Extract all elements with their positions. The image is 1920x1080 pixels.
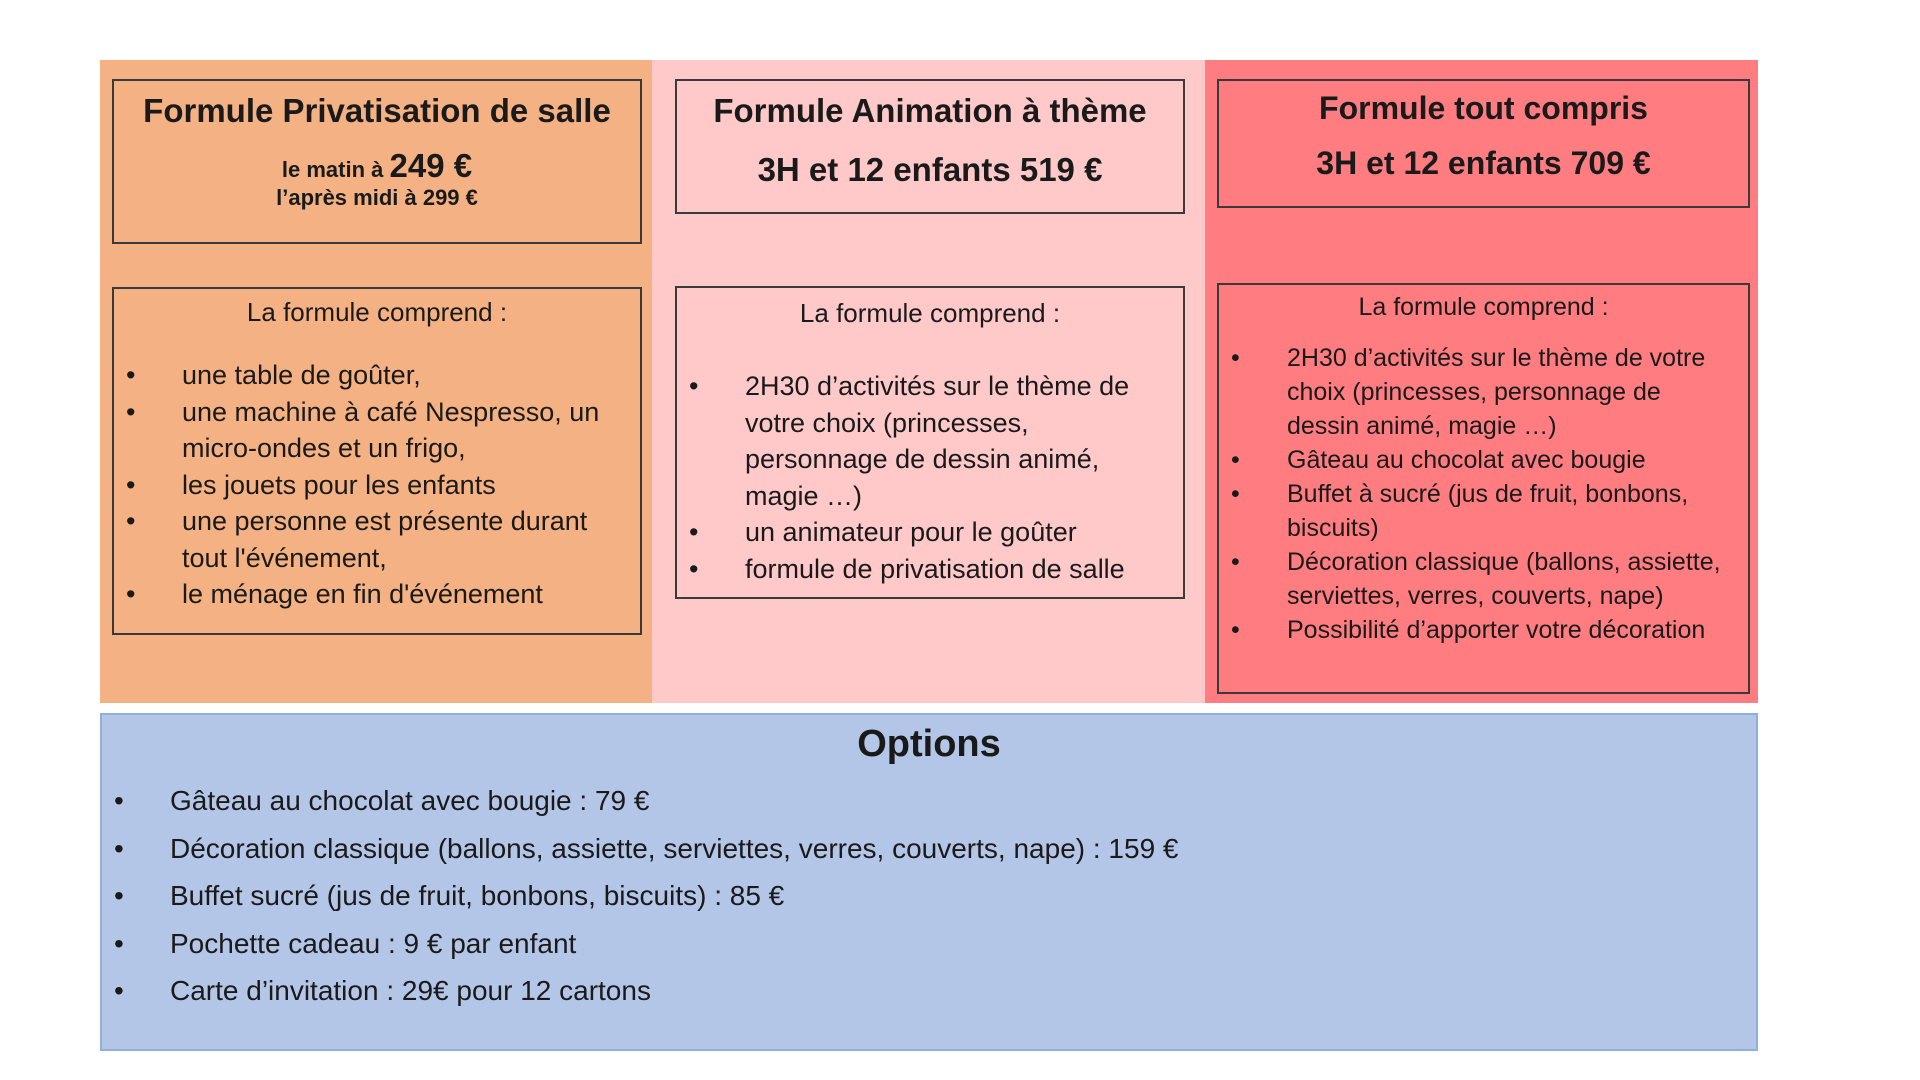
afternoon-price: l’après midi à 299 € [276, 184, 478, 210]
list-item: • une machine à café Nespresso, un micro-ondes et un frigo, [182, 394, 622, 467]
formula-price: 3H et 12 enfants 519 € [757, 150, 1103, 188]
formula-tout-compris-panel [1205, 60, 1758, 703]
options-list [170, 777, 1179, 1015]
list-item: • Possibilité d’apporter votre décoration [1287, 613, 1737, 647]
morning-prefix: le matin à [281, 156, 390, 182]
options-title: Options [857, 723, 1001, 765]
formula-privatisation-header [112, 79, 642, 244]
list-item: • Décoration classique (ballons, assiette, serviettes, verres, couverts, nape) [1287, 545, 1737, 613]
formula-privatisation-panel [100, 60, 652, 703]
list-item: • Gâteau au chocolat avec bougie [1287, 443, 1737, 477]
formula-title: Formule Privatisation de salle [143, 92, 611, 129]
options-panel [100, 713, 1758, 1051]
list-item: • formule de privatisation de salle [745, 551, 1165, 588]
formula-price: 3H et 12 enfants 709 € [1316, 145, 1651, 182]
includes-list [182, 357, 622, 613]
includes-title: La formule comprend : [246, 297, 508, 327]
includes-list [745, 368, 1165, 587]
list-item: • une personne est présente durant tout l'événement, [182, 503, 622, 576]
formula-tout-compris-includes [1217, 283, 1750, 694]
list-item: • le ménage en fin d'événement [182, 576, 622, 613]
formula-animation-includes [675, 286, 1185, 599]
formula-animation-header [675, 79, 1185, 214]
includes-title: La formule comprend : [799, 298, 1061, 328]
formula-animation-panel [652, 60, 1205, 703]
list-item: • 2H30 d’activités sur le thème de votre choix (princesses, personnage de dessin animé, magie …) [745, 368, 1165, 514]
option-item: • Buffet sucré (jus de fruit, bonbons, biscuits) : 85 € [170, 872, 1179, 920]
list-item: • les jouets pour les enfants [182, 467, 622, 504]
list-item: • Buffet à sucré (jus de fruit, bonbons, biscuits) [1287, 477, 1737, 545]
option-item: • Gâteau au chocolat avec bougie : 79 € [170, 777, 1179, 825]
formula-tout-compris-header [1217, 79, 1750, 208]
list-item: • un animateur pour le goûter [745, 514, 1165, 551]
option-item: • Pochette cadeau : 9 € par enfant [170, 920, 1179, 968]
morning-price-line [114, 147, 640, 185]
formula-title: Formule Animation à thème [713, 92, 1147, 129]
option-item: • Carte d’invitation : 29€ pour 12 cartons [170, 967, 1179, 1015]
formula-privatisation-includes [112, 287, 642, 635]
formula-title: Formule tout compris [1319, 90, 1648, 126]
includes-list [1287, 341, 1737, 647]
list-item: • une table de goûter, [182, 357, 622, 394]
option-item: • Décoration classique (ballons, assiette, serviettes, verres, couverts, nape) : 159 € [170, 825, 1179, 873]
list-item: • 2H30 d’activités sur le thème de votre choix (princesses, personnage de dessin animé, magie …) [1287, 341, 1737, 443]
morning-price: 249 € [389, 146, 473, 184]
includes-title: La formule comprend : [1358, 293, 1609, 321]
